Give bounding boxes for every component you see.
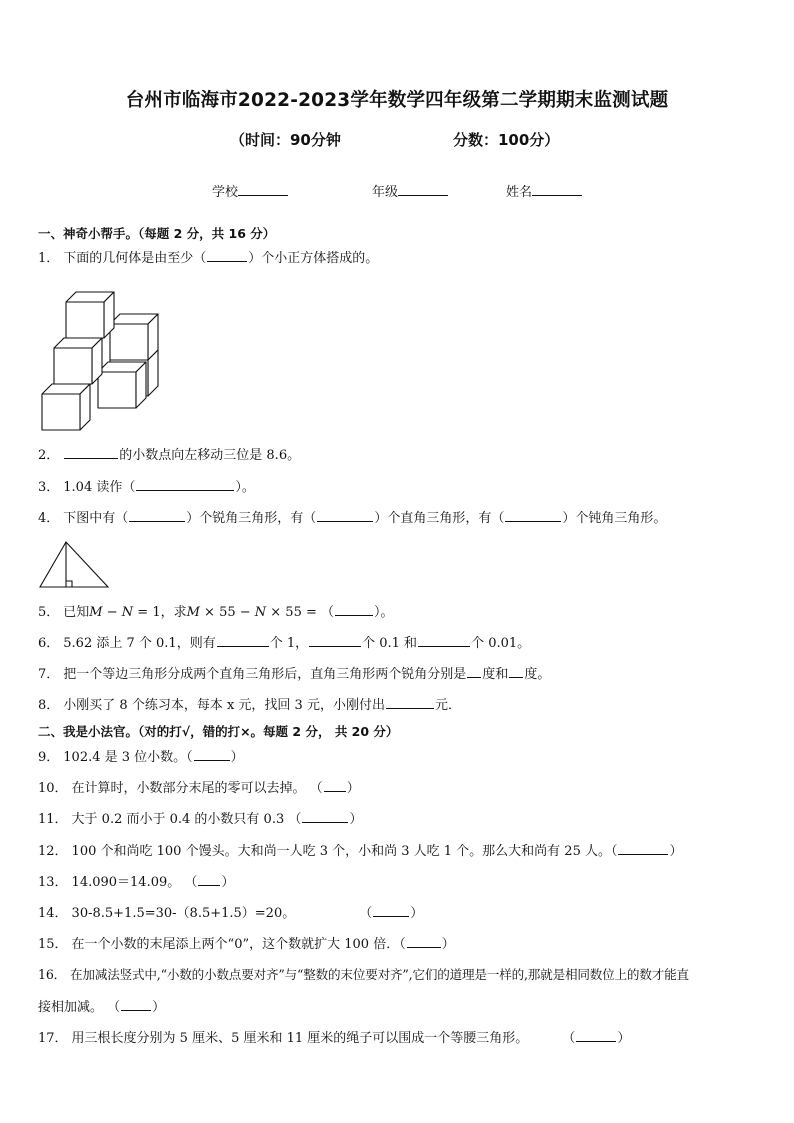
question-text: 在一个小数的末尾添上两个“0”，这个数就扩大 100 倍．（ bbox=[71, 937, 406, 952]
cube-face bbox=[110, 324, 148, 360]
question-text: ）个锐角三角形，有（ bbox=[186, 511, 317, 526]
question-number: 4． bbox=[38, 511, 60, 526]
question-number: 12． bbox=[38, 844, 68, 859]
question-text: ）个小正方体搭成的。 bbox=[248, 251, 379, 266]
cube-stack-figure bbox=[40, 290, 164, 432]
question-text: 已知 bbox=[63, 605, 90, 620]
question-text: （ bbox=[359, 906, 373, 921]
answer-blank[interactable] bbox=[198, 873, 220, 886]
question-number: 10． bbox=[38, 781, 68, 796]
question-text: 30-8.5+1.5=30-（8.5+1.5）=20。 bbox=[71, 906, 296, 921]
name-label: 姓名 bbox=[506, 185, 533, 200]
question-text: 下图中有（ bbox=[63, 511, 129, 526]
question-text: 大于 0.2 而小于 0.4 的小数只有 0.3 （ bbox=[71, 812, 302, 827]
cube-face bbox=[98, 372, 136, 408]
question-text: ）个钝角三角形。 bbox=[562, 511, 667, 526]
question-text: ） bbox=[230, 750, 244, 765]
question-number: 9． bbox=[38, 750, 60, 765]
question-5 bbox=[38, 603, 394, 622]
question-3 bbox=[38, 478, 255, 497]
answer-blank[interactable] bbox=[467, 665, 481, 678]
question-7 bbox=[38, 665, 550, 684]
answer-blank[interactable] bbox=[418, 634, 470, 647]
triangle-figure bbox=[38, 540, 112, 590]
name-field bbox=[506, 181, 582, 200]
cube-face bbox=[66, 302, 104, 338]
triangle-outline bbox=[40, 542, 108, 587]
question-text: 接相加减。 （ bbox=[38, 1000, 121, 1015]
math-operator: × 55 = （ bbox=[266, 605, 334, 620]
question-number: 3． bbox=[38, 480, 60, 495]
question-10 bbox=[38, 779, 360, 798]
answer-blank[interactable] bbox=[194, 748, 230, 761]
school-blank[interactable] bbox=[238, 181, 288, 196]
answer-blank[interactable] bbox=[505, 509, 561, 522]
question-text: 在计算时，小数部分末尾的零可以去掉。 （ bbox=[71, 781, 323, 796]
question-text: 102.4 是 3 位小数。（ bbox=[63, 750, 193, 765]
question-number: 16． bbox=[38, 967, 67, 982]
grade-field bbox=[372, 181, 448, 200]
question-text: 100 个和尚吃 100 个馒头。大和尚一人吃 3 个，小和尚 3 人吃 1 个。那么大和尚有 25 人。（ bbox=[71, 844, 618, 859]
question-text: （ bbox=[562, 1031, 576, 1046]
question-text: ）。 bbox=[235, 480, 255, 495]
school-label: 学校 bbox=[212, 185, 239, 200]
answer-blank[interactable] bbox=[373, 904, 409, 917]
answer-blank[interactable] bbox=[386, 696, 434, 709]
question-13 bbox=[38, 873, 234, 892]
question-9 bbox=[38, 748, 244, 767]
question-text: ） bbox=[410, 906, 424, 921]
question-text: 的小数点向左移动三位是 8.6。 bbox=[119, 448, 301, 463]
question-text: ）个直角三角形，有（ bbox=[374, 511, 505, 526]
question-text: 14.090＝14.09。 （ bbox=[71, 875, 198, 890]
question-number: 7． bbox=[38, 667, 60, 682]
answer-blank[interactable] bbox=[121, 998, 151, 1011]
grade-label: 年级 bbox=[372, 185, 399, 200]
question-text: 元． bbox=[434, 698, 461, 713]
math-variable-n: N bbox=[254, 605, 267, 620]
question-12 bbox=[38, 842, 683, 861]
question-1 bbox=[38, 249, 378, 268]
question-16-line2 bbox=[38, 998, 165, 1017]
section2-heading: 二、我是小法官。（对的打√，错的打×。每题 2 分， 共 20 分） bbox=[38, 724, 399, 739]
answer-blank[interactable] bbox=[309, 634, 361, 647]
answer-blank[interactable] bbox=[217, 634, 269, 647]
question-14 bbox=[38, 904, 423, 923]
score-label: 分数：100分） bbox=[453, 131, 560, 149]
math-variable-m: M bbox=[89, 605, 103, 620]
answer-blank[interactable] bbox=[576, 1029, 616, 1042]
question-number: 6． bbox=[38, 636, 60, 651]
question-text: ） bbox=[617, 1031, 631, 1046]
question-text: 在加减法竖式中,“小数的小数点要对齐”与“整数的末位要对齐”,它们的道理是一样的,那就是相同数位上的数才能直 bbox=[70, 967, 689, 982]
question-number: 17． bbox=[38, 1031, 68, 1046]
math-variable-m: M bbox=[186, 605, 200, 620]
answer-blank[interactable] bbox=[207, 249, 247, 262]
cube-face bbox=[54, 348, 92, 384]
answer-blank[interactable] bbox=[407, 935, 441, 948]
cube-face bbox=[42, 394, 80, 430]
question-text: 度和 bbox=[482, 667, 509, 682]
name-blank[interactable] bbox=[532, 181, 582, 196]
answer-blank[interactable] bbox=[618, 842, 668, 855]
answer-blank[interactable] bbox=[136, 478, 234, 491]
question-text: = 1，求 bbox=[133, 605, 187, 620]
question-number: 8． bbox=[38, 698, 60, 713]
question-text: 度。 bbox=[524, 667, 551, 682]
question-text: ）。 bbox=[374, 605, 394, 620]
math-operator: × 55 − bbox=[199, 605, 255, 620]
question-16 bbox=[38, 966, 689, 984]
time-label: （时间：90分钟 bbox=[230, 131, 341, 149]
question-2 bbox=[38, 446, 300, 465]
question-text: 个 1， bbox=[269, 636, 309, 651]
question-text: 下面的几何体是由至少（ bbox=[63, 251, 207, 266]
question-number: 5． bbox=[38, 605, 60, 620]
question-text: 个 0.1 和 bbox=[362, 636, 418, 651]
question-text: ） bbox=[346, 781, 360, 796]
question-text: 小刚买了 8 个练习本，每本 x 元，找回 3 元，小刚付出 bbox=[63, 698, 385, 713]
question-8 bbox=[38, 696, 461, 715]
question-11 bbox=[38, 810, 362, 829]
page-title: 台州市临海市2022-2023学年数学四年级第二学期期末监测试题 bbox=[125, 90, 669, 111]
question-6 bbox=[38, 634, 530, 653]
question-text: 1.04 读作（ bbox=[63, 480, 136, 495]
question-text: 用三根长度分别为 5 厘米、5 厘米和 11 厘米的绳子可以围成一个等腰三角形。 bbox=[71, 1031, 529, 1046]
right-angle-mark bbox=[66, 581, 72, 587]
answer-blank[interactable] bbox=[335, 603, 373, 616]
question-number: 1． bbox=[38, 251, 60, 266]
school-field bbox=[212, 181, 288, 200]
math-operator: − bbox=[102, 605, 122, 620]
answer-blank[interactable] bbox=[317, 509, 373, 522]
question-text: ） bbox=[441, 937, 455, 952]
question-text: 5.62 添上 7 个 0.1，则有 bbox=[63, 636, 216, 651]
answer-blank[interactable] bbox=[64, 446, 118, 459]
question-number: 15． bbox=[38, 937, 68, 952]
question-17 bbox=[38, 1029, 630, 1048]
question-text: 把一个等边三角形分成两个直角三角形后，直角三角形两个锐角分别是 bbox=[63, 667, 467, 682]
question-number: 13． bbox=[38, 875, 68, 890]
answer-blank[interactable] bbox=[509, 665, 523, 678]
question-number: 2． bbox=[38, 448, 60, 463]
question-text: ） bbox=[152, 1000, 166, 1015]
answer-blank[interactable] bbox=[324, 779, 346, 792]
question-text: ） bbox=[221, 875, 235, 890]
grade-blank[interactable] bbox=[398, 181, 448, 196]
question-4 bbox=[38, 509, 666, 528]
section1-heading: 一、神奇小帮手。（每题 2 分，共 16 分） bbox=[38, 226, 276, 241]
question-text: 个 0.01。 bbox=[471, 636, 531, 651]
answer-blank[interactable] bbox=[302, 810, 348, 823]
question-15 bbox=[38, 935, 455, 954]
question-number: 11． bbox=[38, 812, 68, 827]
answer-blank[interactable] bbox=[129, 509, 185, 522]
question-number: 14． bbox=[38, 906, 68, 921]
question-text: ） bbox=[349, 812, 363, 827]
question-text: ） bbox=[669, 844, 683, 859]
math-variable-n: N bbox=[121, 605, 134, 620]
